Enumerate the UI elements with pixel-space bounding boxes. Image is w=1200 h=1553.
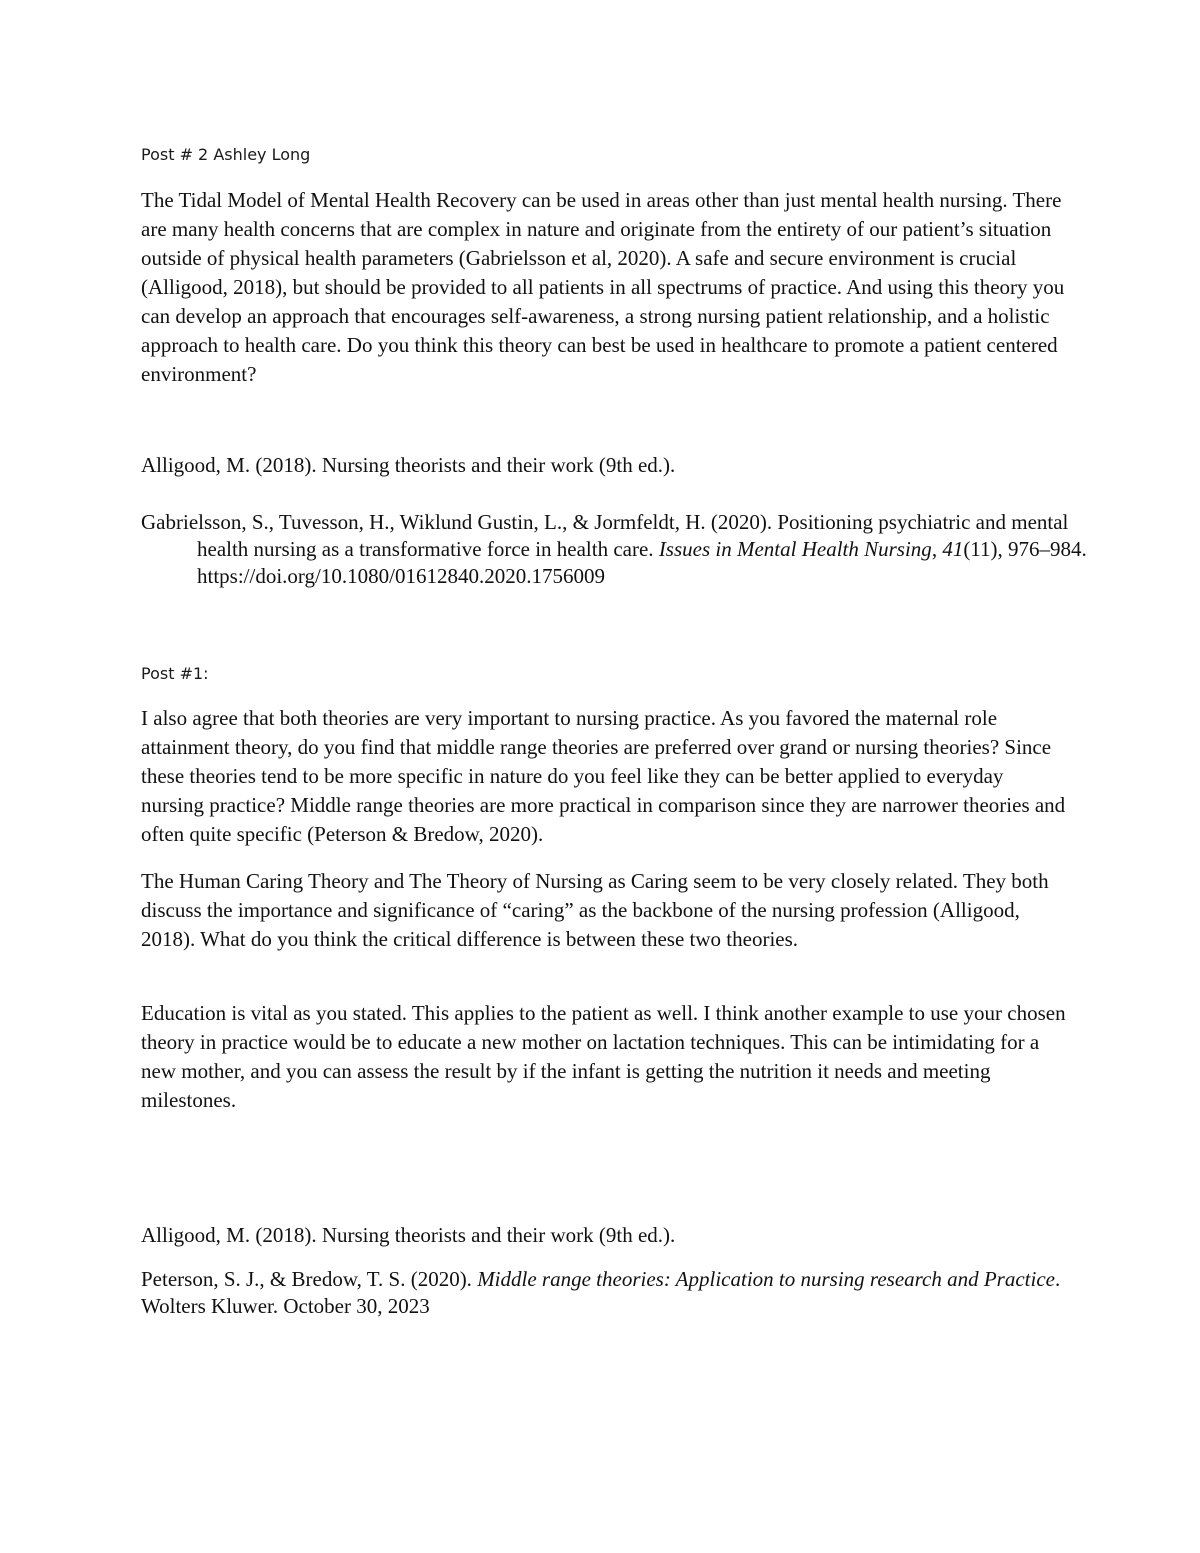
reference-volume: 41 bbox=[942, 537, 964, 561]
reference-text: Peterson, S. J., & Bredow, T. S. (2020). bbox=[141, 1267, 478, 1291]
post-1-paragraph-1: I also agree that both theories are very important to nursing practice. As you favored the maternal role attainment theory, do you find that middle range theories are preferred over grand or nursing theories? Since these theories tend to be more specific in nature do you feel like they can be better applied to everyday nursing practice? Middle range theories are more practical in comparison since they are narrower theories and often quite specific (Peterson & Bredow, 2020). bbox=[141, 706, 1066, 846]
post-2-paragraph: The Tidal Model of Mental Health Recovery can be used in areas other than just mental health nursing. There are many health concerns that are complex in nature and originate from the entirety of our patient’s situation outside of physical health parameters (Gabrielsson et al, 2020). A safe and secure environment is crucial (Alligood, 2018), but should be provided to all patients in all spectrums of practice. And using this theory you can develop an approach that encourages self-awareness, a strong nursing patient relationship, and a holistic approach to health care. Do you think this theory can best be used in healthcare to promote a patient centered environment? bbox=[141, 188, 1065, 386]
reference-text: , bbox=[931, 537, 943, 561]
reference-journal: Issues in Mental Health Nursing bbox=[658, 537, 932, 561]
post-2-reference-gabrielsson bbox=[141, 509, 1122, 590]
reference-text: Gabrielsson, S., Tuvesson, H., Wiklund Gustin, L., & Jormfeldt, H. (2020). Positioning psychiatric and mental health nursing as a transformative force in health care. bbox=[141, 510, 1069, 561]
post-2-reference-alligood: Alligood, M. (2018). Nursing theorists and their work (9th ed.). bbox=[141, 453, 676, 477]
post-1-reference-peterson bbox=[141, 1266, 1066, 1320]
post-1-paragraph-3: Education is vital as you stated. This applies to the patient as well. I think another example to use your chosen theory in practice would be to educate a new mother on lactation techniques. This can be intimidating for a new mother, and you can assess the result by if the infant is getting the nutrition it needs and meeting milestones. bbox=[141, 1001, 1066, 1112]
post-2-heading: Post # 2 Ashley Long bbox=[141, 145, 311, 164]
post-1-reference-alligood: Alligood, M. (2018). Nursing theorists and their work (9th ed.). bbox=[141, 1223, 676, 1247]
reference-text: . Wolters Kluwer. October 30, 2023 bbox=[141, 1267, 1061, 1318]
reference-text: (11), 976–984. https://doi.org/10.1080/01612840.2020.1756009 bbox=[197, 537, 1087, 588]
post-1-heading: Post #1: bbox=[141, 664, 209, 683]
post-1-paragraph-2: The Human Caring Theory and The Theory of Nursing as Caring seem to be very closely related. They both discuss the importance and significance of “caring” as the backbone of the nursing profession (Alligood, 2018). What do you think the critical difference is between these two theories. bbox=[141, 869, 1049, 951]
reference-title: Middle range theories: Application to nursing research and Practice bbox=[477, 1267, 1055, 1291]
